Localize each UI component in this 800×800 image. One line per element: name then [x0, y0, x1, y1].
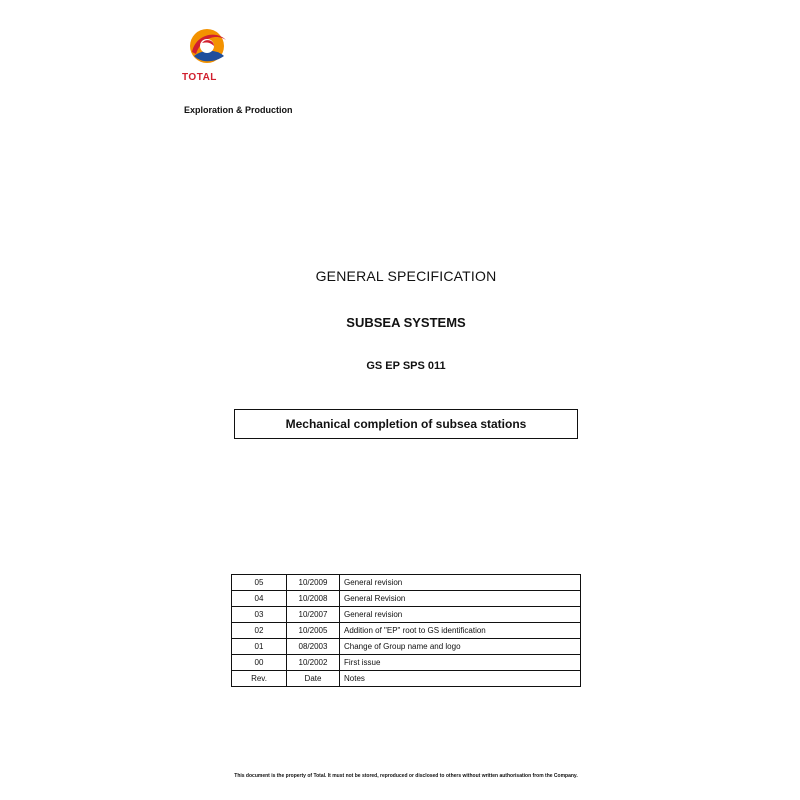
- document-title-box: [234, 409, 578, 439]
- rev-cell: 01: [232, 639, 287, 655]
- date-header: Date: [287, 671, 340, 687]
- table-row: [232, 655, 581, 671]
- date-cell: 10/2009: [287, 575, 340, 591]
- total-logo-icon: [182, 26, 232, 72]
- notes-header: Notes: [340, 671, 581, 687]
- document-type: GENERAL SPECIFICATION: [315, 268, 497, 284]
- document-series: SUBSEA SYSTEMS: [346, 315, 466, 330]
- table-header-row: [232, 671, 581, 687]
- table-row: [232, 591, 581, 607]
- rev-cell: 04: [232, 591, 287, 607]
- table-row: [232, 607, 581, 623]
- date-cell: 10/2008: [287, 591, 340, 607]
- date-cell: 10/2002: [287, 655, 340, 671]
- document-title: Mechanical completion of subsea stations: [285, 417, 527, 431]
- date-cell: 08/2003: [287, 639, 340, 655]
- date-cell: 10/2005: [287, 623, 340, 639]
- notes-cell: First issue: [340, 655, 581, 671]
- table-row: [232, 639, 581, 655]
- notes-cell: Change of Group name and logo: [340, 639, 581, 655]
- table-row: [232, 623, 581, 639]
- document-code: GS EP SPS 011: [366, 360, 446, 372]
- rev-cell: 00: [232, 655, 287, 671]
- company-logo: [182, 26, 232, 86]
- notes-cell: General Revision: [340, 591, 581, 607]
- table-row: [232, 575, 581, 591]
- date-cell: 10/2007: [287, 607, 340, 623]
- notes-cell: General revision: [340, 607, 581, 623]
- rev-cell: 02: [232, 623, 287, 639]
- division-label: Exploration & Production: [184, 105, 293, 115]
- logo-wordmark: TOTAL: [182, 72, 217, 83]
- confidentiality-footer: This document is the property of Total. It must not be stored, reproduced or disclosed to others without written authorisation from the Company.: [234, 773, 578, 779]
- notes-cell: General revision: [340, 575, 581, 591]
- notes-cell: Addition of "EP" root to GS identification: [340, 623, 581, 639]
- rev-cell: 05: [232, 575, 287, 591]
- rev-header: Rev.: [232, 671, 287, 687]
- revision-table: [231, 574, 581, 687]
- rev-cell: 03: [232, 607, 287, 623]
